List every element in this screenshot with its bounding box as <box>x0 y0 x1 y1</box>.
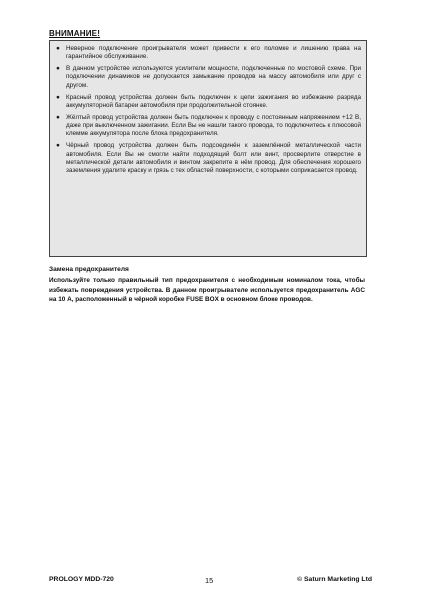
bullet-icon: ● <box>56 113 60 121</box>
page-number: 15 <box>205 576 214 585</box>
warning-item <box>56 142 361 175</box>
warning-title: ВНИМАНИЕ! <box>49 29 101 38</box>
warning-list <box>56 45 361 176</box>
bullet-icon: ● <box>56 65 60 73</box>
warning-item-text: Красный провод устройства должен быть подключен к цепи зажигания во избежание разряда аккумуляторной батареи автомобиля при продолжительной стоянке. <box>66 93 361 109</box>
warning-item <box>56 114 361 139</box>
footer-model: PROLOGY MDD-720 <box>49 576 114 583</box>
warning-item-text: В данном устройстве используются усилители мощности, подключенные по мостовой схеме. При подключении динамиков не допускается замыкание проводов на массу автомобиля или друг с другом. <box>66 65 361 89</box>
bullet-icon: ● <box>56 93 60 101</box>
bullet-icon: ● <box>56 142 60 150</box>
fuse-section-title: Замена предохранителя <box>49 266 129 273</box>
warning-box <box>49 40 367 257</box>
warning-item <box>56 94 361 111</box>
bullet-icon: ● <box>56 45 60 52</box>
warning-item-text: Неверное подключение проигрывателя может привести к его поломке и лишению права на гарантийное обслуживание. <box>66 45 361 61</box>
footer-copyright: © Saturn Marketing Ltd <box>297 576 372 583</box>
warning-item-text: Чёрный провод устройства должен быть подсоединён к заземлённой металлической части автомобиля. Если Вы не смогли найти подходящий болт или винт, просверлите отверстие в металлической детали автомобиля и винтом закрепите в нём провод. Для обеспечения хорошего заземления удалите краску и грязь с тех областей поверхности, с которыми соприкасается провод. <box>66 142 361 175</box>
warning-item <box>56 65 361 90</box>
warning-item <box>56 45 361 62</box>
warning-item-text: Жёлтый провод устройства должен быть подключен к проводу с постоянным напряжением +12 В, даже при выключенном зажигании. Если Вы не нашли такого провода, то подключитесь к плюсовой клемме аккумулятора после блока предохранителя. <box>66 113 361 138</box>
fuse-section-text: Используйте только правильный тип предохранителя с необходимым номиналом тока, чтобы избежать повреждения устройства. В данном проигрывателе используется предохранитель AGC на 10 А, расположенный в чёрной коробке FUSE BOX в основном блоке проводов. <box>49 277 365 304</box>
